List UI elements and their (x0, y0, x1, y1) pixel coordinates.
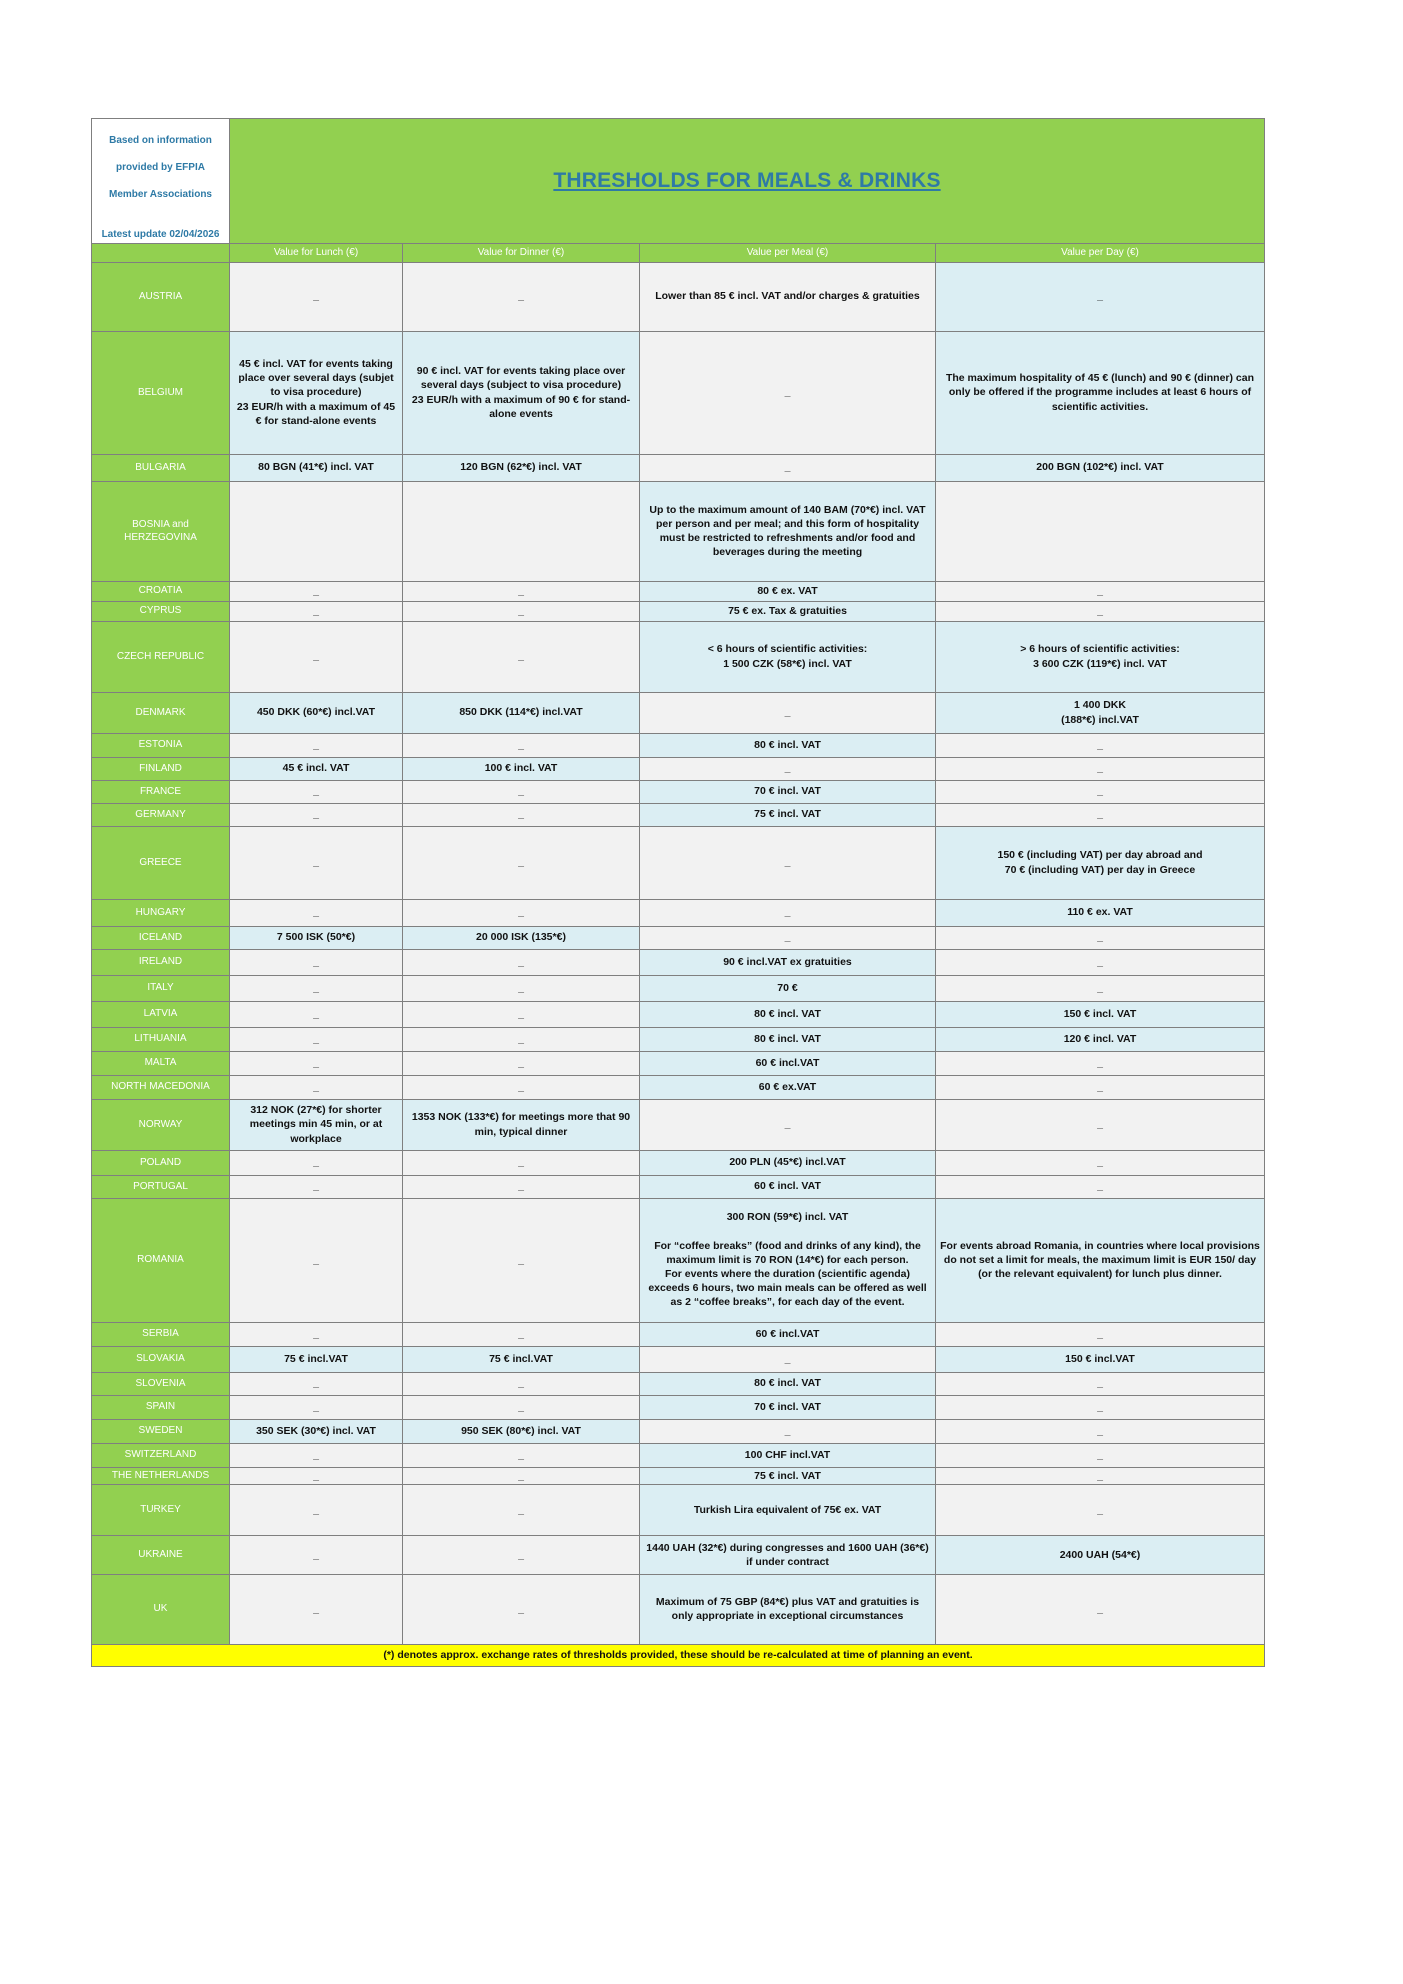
header-day: Value per Day (€) (936, 243, 1265, 262)
lunch-cell: _ (230, 1075, 403, 1099)
lunch-cell: 45 € incl. VAT for events taking place over several days (subjet to visa procedure) 23 EUR/h with a maximum of 45 € for stand-alone events (230, 331, 403, 454)
day-cell: _ (936, 1574, 1265, 1644)
info-line-1: Based on information (109, 134, 212, 146)
meal-cell: 75 € incl. VAT (640, 803, 936, 826)
dinner-cell: _ (403, 1001, 640, 1027)
meal-cell: _ (640, 1099, 936, 1150)
dinner-cell: _ (403, 1075, 640, 1099)
table-row (92, 733, 1265, 757)
latest-update: Latest update 02/04/2026 (101, 229, 220, 240)
lunch-cell: 75 € incl.VAT (230, 1346, 403, 1372)
lunch-cell: _ (230, 1395, 403, 1419)
day-cell: _ (936, 1372, 1265, 1395)
country-cell: NORTH MACEDONIA (92, 1075, 230, 1099)
country-cell: POLAND (92, 1150, 230, 1175)
lunch-cell: 80 BGN (41*€) incl. VAT (230, 454, 403, 481)
dinner-cell: 950 SEK (80*€) incl. VAT (403, 1419, 640, 1443)
table-row (92, 949, 1265, 975)
lunch-cell: _ (230, 1467, 403, 1484)
meal-cell: _ (640, 757, 936, 780)
country-cell: SPAIN (92, 1395, 230, 1419)
dinner-cell: 1353 NOK (133*€) for meetings more that 90 min, typical dinner (403, 1099, 640, 1150)
exchange-rate-note: (*) denotes approx. exchange rates of thresholds provided, these should be re-calculated at time of planning an event. (92, 1644, 1265, 1666)
day-cell: _ (936, 262, 1265, 331)
dinner-cell: 850 DKK (114*€) incl.VAT (403, 692, 640, 733)
meal-cell: 70 € incl. VAT (640, 780, 936, 803)
dinner-cell: _ (403, 262, 640, 331)
table-row (92, 899, 1265, 926)
day-cell: 110 € ex. VAT (936, 899, 1265, 926)
meal-cell: 80 € incl. VAT (640, 1372, 936, 1395)
title-row (92, 119, 1265, 244)
day-cell: _ (936, 1075, 1265, 1099)
country-cell: LITHUANIA (92, 1027, 230, 1051)
country-cell: ICELAND (92, 926, 230, 949)
lunch-cell (230, 481, 403, 581)
day-cell: _ (936, 1150, 1265, 1175)
meal-cell: 70 € incl. VAT (640, 1395, 936, 1419)
lunch-cell: _ (230, 1443, 403, 1467)
day-cell: _ (936, 1484, 1265, 1535)
country-cell: ITALY (92, 975, 230, 1001)
day-cell: _ (936, 757, 1265, 780)
lunch-cell: _ (230, 780, 403, 803)
meal-cell: 1440 UAH (32*€) during congresses and 1600 UAH (36*€) if under contract (640, 1535, 936, 1574)
country-cell: ESTONIA (92, 733, 230, 757)
dinner-cell: 90 € incl. VAT for events taking place over several days (subject to visa procedure) 23 EUR/h with a maximum of 90 € for stand-alone events (403, 331, 640, 454)
lunch-cell: _ (230, 899, 403, 926)
lunch-cell: _ (230, 1372, 403, 1395)
info-line-2: provided by EFPIA (116, 161, 205, 173)
country-cell: TURKEY (92, 1484, 230, 1535)
meal-cell: _ (640, 1346, 936, 1372)
day-cell: 150 € incl.VAT (936, 1346, 1265, 1372)
day-cell: 150 € incl. VAT (936, 1001, 1265, 1027)
meal-cell: _ (640, 692, 936, 733)
country-cell: ROMANIA (92, 1198, 230, 1322)
dinner-cell (403, 481, 640, 581)
meal-cell: _ (640, 926, 936, 949)
meal-cell: 80 € incl. VAT (640, 733, 936, 757)
meal-cell: Turkish Lira equivalent of 75€ ex. VAT (640, 1484, 936, 1535)
table-row (92, 1346, 1265, 1372)
dinner-cell: _ (403, 1443, 640, 1467)
table-row (92, 481, 1265, 581)
lunch-cell: _ (230, 1001, 403, 1027)
meal-cell: Maximum of 75 GBP (84*€) plus VAT and gratuities is only appropriate in exceptional circumstances (640, 1574, 936, 1644)
table-row (92, 826, 1265, 899)
country-cell: GERMANY (92, 803, 230, 826)
dinner-cell: _ (403, 1150, 640, 1175)
dinner-cell: _ (403, 733, 640, 757)
meal-cell: 80 € incl. VAT (640, 1001, 936, 1027)
country-cell: THE NETHERLANDS (92, 1467, 230, 1484)
meal-cell: 200 PLN (45*€) incl.VAT (640, 1150, 936, 1175)
day-cell: _ (936, 1051, 1265, 1075)
country-cell: SWITZERLAND (92, 1443, 230, 1467)
lunch-cell: 312 NOK (27*€) for shorter meetings min 45 min, or at workplace (230, 1099, 403, 1150)
day-cell: 120 € incl. VAT (936, 1027, 1265, 1051)
day-cell: _ (936, 926, 1265, 949)
lunch-cell: _ (230, 581, 403, 601)
day-cell: The maximum hospitality of 45 € (lunch) and 90 € (dinner) can only be offered if the programme includes at least 6 hours of scientific activities. (936, 331, 1265, 454)
table-row (92, 454, 1265, 481)
meal-cell: 70 € (640, 975, 936, 1001)
table-row (92, 803, 1265, 826)
lunch-cell: _ (230, 262, 403, 331)
lunch-cell: _ (230, 1051, 403, 1075)
table-row (92, 1322, 1265, 1346)
country-cell: NORWAY (92, 1099, 230, 1150)
footer-row (92, 1644, 1265, 1666)
lunch-cell: _ (230, 975, 403, 1001)
country-cell: PORTUGAL (92, 1175, 230, 1198)
day-cell: 2400 UAH (54*€) (936, 1535, 1265, 1574)
meal-cell: 300 RON (59*€) incl. VAT For “coffee breaks” (food and drinks of any kind), the maximum limit is 70 RON (14*€) for each person. For events where the duration (scientific agenda) exceeds 6 hours, two main meals can be offered as well as 2 “coffee breaks”, for each day of the event. (640, 1198, 936, 1322)
dinner-cell: _ (403, 975, 640, 1001)
country-cell: FINLAND (92, 757, 230, 780)
source-info-cell (92, 119, 230, 244)
table-row (92, 1535, 1265, 1574)
header-blank (92, 243, 230, 262)
dinner-cell: _ (403, 1027, 640, 1051)
table-row (92, 1467, 1265, 1484)
country-cell: SWEDEN (92, 1419, 230, 1443)
country-cell: SLOVAKIA (92, 1346, 230, 1372)
header-row (92, 243, 1265, 262)
day-cell: _ (936, 803, 1265, 826)
meal-cell: _ (640, 331, 936, 454)
table-row (92, 581, 1265, 601)
meal-cell: _ (640, 454, 936, 481)
country-cell: FRANCE (92, 780, 230, 803)
dinner-cell: _ (403, 1535, 640, 1574)
table-row (92, 331, 1265, 454)
header-meal: Value per Meal (€) (640, 243, 936, 262)
lunch-cell: _ (230, 621, 403, 692)
table-row (92, 692, 1265, 733)
info-line-3: Member Associations (109, 188, 212, 200)
table-row (92, 621, 1265, 692)
table-row (92, 1198, 1265, 1322)
country-cell: BULGARIA (92, 454, 230, 481)
table-row (92, 780, 1265, 803)
lunch-cell: _ (230, 733, 403, 757)
table-row (92, 1443, 1265, 1467)
table-row (92, 757, 1265, 780)
dinner-cell: _ (403, 1467, 640, 1484)
day-cell: _ (936, 1099, 1265, 1150)
meal-cell: 75 € incl. VAT (640, 1467, 936, 1484)
page-title: THRESHOLDS FOR MEALS & DRINKS (230, 119, 1265, 244)
dinner-cell: _ (403, 1395, 640, 1419)
country-cell: UK (92, 1574, 230, 1644)
country-cell: AUSTRIA (92, 262, 230, 331)
thresholds-table (91, 118, 1265, 1667)
dinner-cell: _ (403, 1372, 640, 1395)
day-cell: > 6 hours of scientific activities: 3 600 CZK (119*€) incl. VAT (936, 621, 1265, 692)
day-cell: _ (936, 949, 1265, 975)
meal-cell: _ (640, 1419, 936, 1443)
day-cell: _ (936, 1467, 1265, 1484)
table-row (92, 1175, 1265, 1198)
country-cell: SLOVENIA (92, 1372, 230, 1395)
country-cell: CZECH REPUBLIC (92, 621, 230, 692)
table-row (92, 601, 1265, 621)
country-cell: SERBIA (92, 1322, 230, 1346)
dinner-cell: _ (403, 1198, 640, 1322)
lunch-cell: _ (230, 826, 403, 899)
dinner-cell: 120 BGN (62*€) incl. VAT (403, 454, 640, 481)
table-row (92, 1099, 1265, 1150)
day-cell: For events abroad Romania, in countries where local provisions do not set a limit for meals, the maximum limit is EUR 150/ day (or the relevant equivalent) for lunch plus dinner. (936, 1198, 1265, 1322)
day-cell: _ (936, 1322, 1265, 1346)
table-row (92, 1027, 1265, 1051)
country-cell: GREECE (92, 826, 230, 899)
table-row (92, 1150, 1265, 1175)
dinner-cell: _ (403, 1175, 640, 1198)
lunch-cell: _ (230, 1150, 403, 1175)
meal-cell: Lower than 85 € incl. VAT and/or charges & gratuities (640, 262, 936, 331)
day-cell: _ (936, 1395, 1265, 1419)
meal-cell: 80 € ex. VAT (640, 581, 936, 601)
table-row (92, 1419, 1265, 1443)
dinner-cell: 20 000 ISK (135*€) (403, 926, 640, 949)
lunch-cell: _ (230, 1322, 403, 1346)
country-cell: CROATIA (92, 581, 230, 601)
lunch-cell: _ (230, 1175, 403, 1198)
day-cell: 1 400 DKK (188*€) incl.VAT (936, 692, 1265, 733)
lunch-cell: _ (230, 1484, 403, 1535)
table-row (92, 262, 1265, 331)
dinner-cell: _ (403, 581, 640, 601)
day-cell: _ (936, 975, 1265, 1001)
dinner-cell: _ (403, 1484, 640, 1535)
lunch-cell: 450 DKK (60*€) incl.VAT (230, 692, 403, 733)
dinner-cell: 100 € incl. VAT (403, 757, 640, 780)
meal-cell: < 6 hours of scientific activities: 1 500 CZK (58*€) incl. VAT (640, 621, 936, 692)
day-cell: _ (936, 1443, 1265, 1467)
lunch-cell: _ (230, 1027, 403, 1051)
header-lunch: Value for Lunch (€) (230, 243, 403, 262)
day-cell: _ (936, 780, 1265, 803)
lunch-cell: _ (230, 601, 403, 621)
day-cell: 150 € (including VAT) per day abroad and 70 € (including VAT) per day in Greece (936, 826, 1265, 899)
dinner-cell: _ (403, 899, 640, 926)
lunch-cell: 45 € incl. VAT (230, 757, 403, 780)
dinner-cell: _ (403, 1051, 640, 1075)
dinner-cell: _ (403, 803, 640, 826)
dinner-cell: _ (403, 1574, 640, 1644)
dinner-cell: _ (403, 949, 640, 975)
lunch-cell: _ (230, 1574, 403, 1644)
dinner-cell: _ (403, 826, 640, 899)
table-row (92, 1075, 1265, 1099)
meal-cell: 60 € incl. VAT (640, 1175, 936, 1198)
table-row (92, 1051, 1265, 1075)
meal-cell: 90 € incl.VAT ex gratuities (640, 949, 936, 975)
table-row (92, 1574, 1265, 1644)
table-row (92, 926, 1265, 949)
lunch-cell: _ (230, 803, 403, 826)
dinner-cell: _ (403, 621, 640, 692)
meal-cell: _ (640, 899, 936, 926)
country-cell: LATVIA (92, 1001, 230, 1027)
lunch-cell: 7 500 ISK (50*€) (230, 926, 403, 949)
meal-cell: 60 € incl.VAT (640, 1322, 936, 1346)
meal-cell: 80 € incl. VAT (640, 1027, 936, 1051)
country-cell: CYPRUS (92, 601, 230, 621)
dinner-cell: 75 € incl.VAT (403, 1346, 640, 1372)
meal-cell: 75 € ex. Tax & gratuities (640, 601, 936, 621)
country-cell: DENMARK (92, 692, 230, 733)
table-row (92, 1484, 1265, 1535)
day-cell: _ (936, 601, 1265, 621)
table-row (92, 1001, 1265, 1027)
meal-cell: 60 € incl.VAT (640, 1051, 936, 1075)
day-cell: _ (936, 1175, 1265, 1198)
day-cell (936, 481, 1265, 581)
country-cell: MALTA (92, 1051, 230, 1075)
country-cell: BELGIUM (92, 331, 230, 454)
country-cell: HUNGARY (92, 899, 230, 926)
table-row (92, 1372, 1265, 1395)
meal-cell: 100 CHF incl.VAT (640, 1443, 936, 1467)
header-dinner: Value for Dinner (€) (403, 243, 640, 262)
day-cell: _ (936, 581, 1265, 601)
dinner-cell: _ (403, 780, 640, 803)
day-cell: 200 BGN (102*€) incl. VAT (936, 454, 1265, 481)
meal-cell: _ (640, 826, 936, 899)
meal-cell: Up to the maximum amount of 140 BAM (70*€) incl. VAT per person and per meal; and this form of hospitality must be restricted to refreshments and/or food and beverages during the meeting (640, 481, 936, 581)
country-cell: UKRAINE (92, 1535, 230, 1574)
day-cell: _ (936, 733, 1265, 757)
country-cell: BOSNIA and HERZEGOVINA (92, 481, 230, 581)
lunch-cell: _ (230, 949, 403, 975)
dinner-cell: _ (403, 601, 640, 621)
table-row (92, 1395, 1265, 1419)
country-cell: IRELAND (92, 949, 230, 975)
table-row (92, 975, 1265, 1001)
meal-cell: 60 € ex.VAT (640, 1075, 936, 1099)
lunch-cell: _ (230, 1535, 403, 1574)
lunch-cell: 350 SEK (30*€) incl. VAT (230, 1419, 403, 1443)
day-cell: _ (936, 1419, 1265, 1443)
lunch-cell: _ (230, 1198, 403, 1322)
dinner-cell: _ (403, 1322, 640, 1346)
